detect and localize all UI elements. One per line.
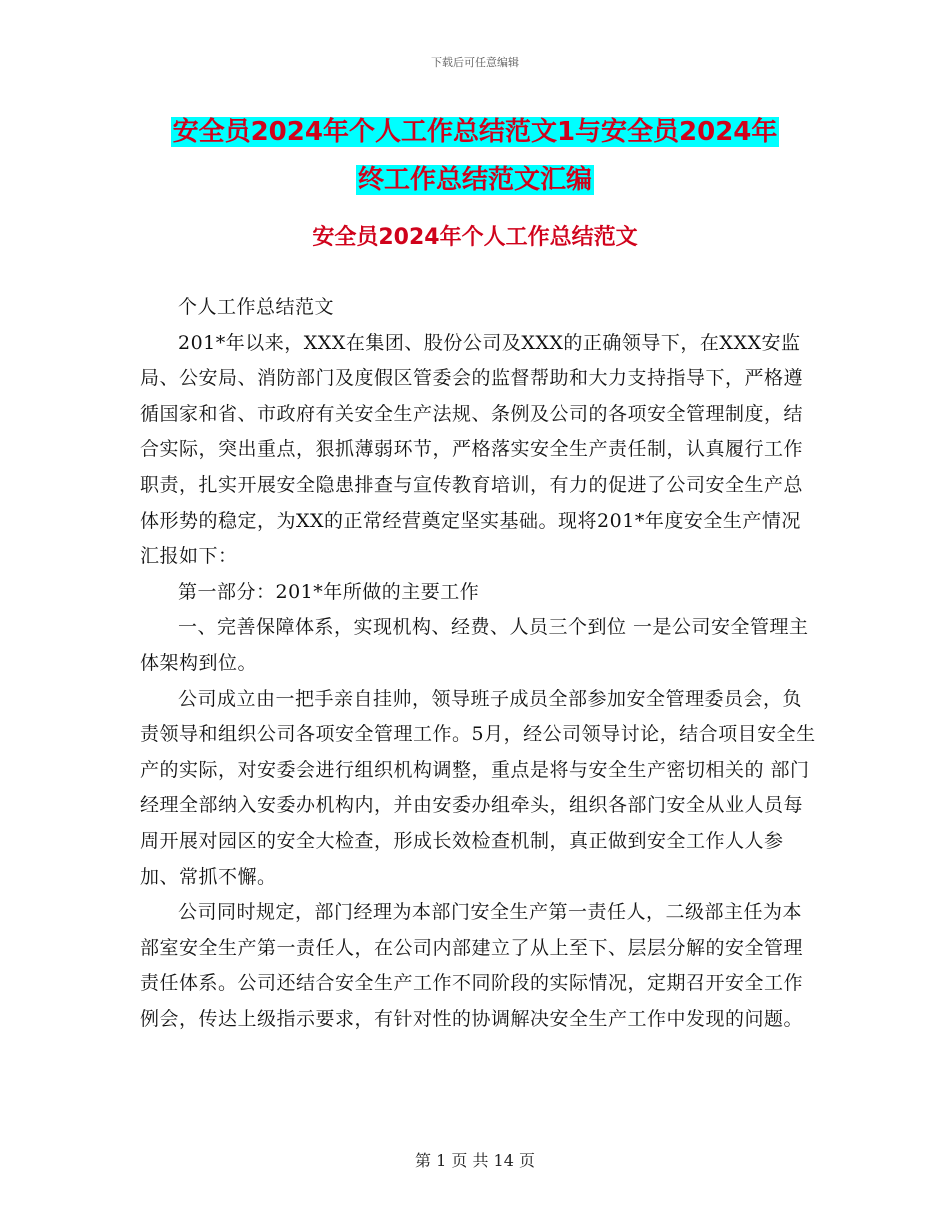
header-note: 下载后可任意编辑 (431, 56, 519, 69)
paragraph: 公司成立由一把手亲自挂帅，领导班子成员全部参加安全管理委员会，负责领导和组织公司各项安全管理工作。5月，经公司领导讨论，结合项目安全生产的实际，对安委会进行组织机构调整，重点是将与安全生产密切相关的 部门经理全部纳入安委办机构内，并由安委办组牵头，组织各部门安全从业人员每周开展对园区的安全大检查，形成长效检查机制，真正做到安全工作人人参加、常抓不懈。 (140, 687, 816, 888)
page-number-footer: 第 1 页 共 14 页 (415, 1151, 535, 1170)
document-body (140, 290, 820, 1037)
document-title-line-1: 安全员2024年个人工作总结范文1与安全员2024年 (172, 117, 778, 147)
section-title: 安全员2024年个人工作总结范文 (312, 225, 638, 250)
document-title (0, 108, 950, 204)
paragraph: 一、完善保障体系，实现机构、经费、人员三个到位 一是公司安全管理主体架构到位。 (140, 616, 809, 674)
document-title-line-2: 终工作总结范文汇编 (357, 165, 592, 195)
paragraph: 个人工作总结范文 (178, 296, 335, 318)
paragraph: 201*年以来，XXX在集团、股份公司及XXX的正确领导下，在XXX安监局、公安局、消防部门及度假区管委会的监督帮助和大力支持指导下，严格遵循国家和省、市政府有关安全生产法规、条例及公司的各项安全管理制度，结合实际，突出重点，狠抓薄弱环节，严格落实安全生产责任制，认真履行工作职责，扎实开展安全隐患排查与宣传教育培训，有力的促进了公司安全生产总体形势的稳定，为XX的正常经营奠定坚实基础。现将201*年度安全生产情况汇报如下： (140, 331, 804, 568)
paragraph: 第一部分：201*年所做的主要工作 (178, 580, 480, 603)
paragraph: 公司同时规定，部门经理为本部门安全生产第一责任人，二级部主任为本部室安全生产第一责任人，在公司内部建立了从上至下、层层分解的安全管理责任体系。公司还结合安全生产工作不同阶段的实际情况，定期召开安全工作例会，传达上级指示要求，有针对性的协调解决安全生产工作中发现的问题。 (140, 901, 804, 1030)
